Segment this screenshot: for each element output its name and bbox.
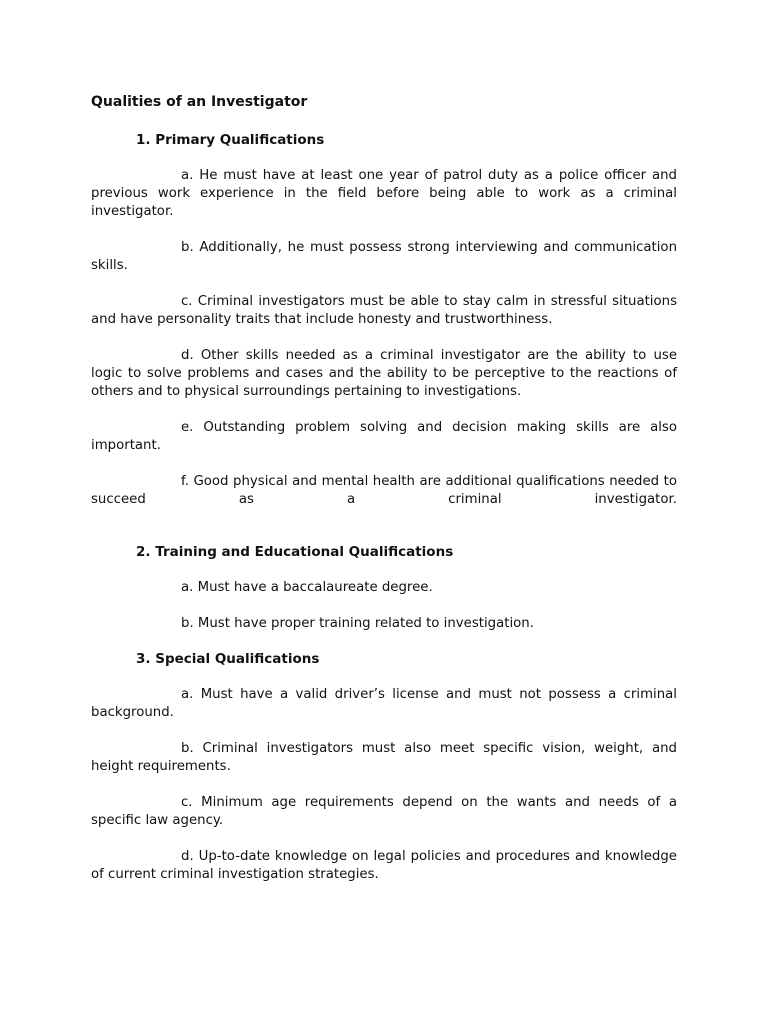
primary-item-b: b. Additionally, he must possess strong interviewing and communication skills. [91, 240, 677, 273]
special-item-b: b. Criminal investigators must also meet specific vision, weight, and height requirements. [91, 741, 677, 774]
document-title: Qualities of an Investigator [91, 94, 308, 110]
section-heading-special: 3. Special Qualifications [136, 651, 320, 667]
primary-item-d: d. Other skills needed as a criminal investigator are the ability to use logic to solve problems and cases and the ability to be perceptive to the reactions of others and to physical surroundings pertaining to investigations. [91, 348, 677, 399]
training-item-a: a. Must have a baccalaureate degree. [181, 580, 433, 595]
section-heading-training: 2. Training and Educational Qualifications [136, 544, 454, 560]
special-item-d: d. Up-to-date knowledge on legal policies and procedures and knowledge of current criminal investigation strategies. [91, 849, 677, 882]
training-item-b: b. Must have proper training related to investigation. [181, 616, 534, 631]
document-page [91, 93, 677, 902]
special-item-a: a. Must have a valid driver’s license and must not possess a criminal background. [91, 687, 677, 720]
section-heading-primary: 1. Primary Qualifications [136, 132, 325, 148]
primary-item-e: e. Outstanding problem solving and decision making skills are also important. [91, 420, 677, 453]
special-item-c: c. Minimum age requirements depend on the wants and needs of a specific law agency. [91, 795, 677, 828]
primary-item-a: a. He must have at least one year of patrol duty as a police officer and previous work experience in the field before being able to work as a criminal investigator. [91, 168, 677, 219]
primary-item-f: f. Good physical and mental health are additional qualifications needed to succeed as a criminal investigator. [91, 474, 677, 507]
primary-item-c: c. Criminal investigators must be able to stay calm in stressful situations and have personality traits that include honesty and trustworthiness. [91, 294, 677, 327]
